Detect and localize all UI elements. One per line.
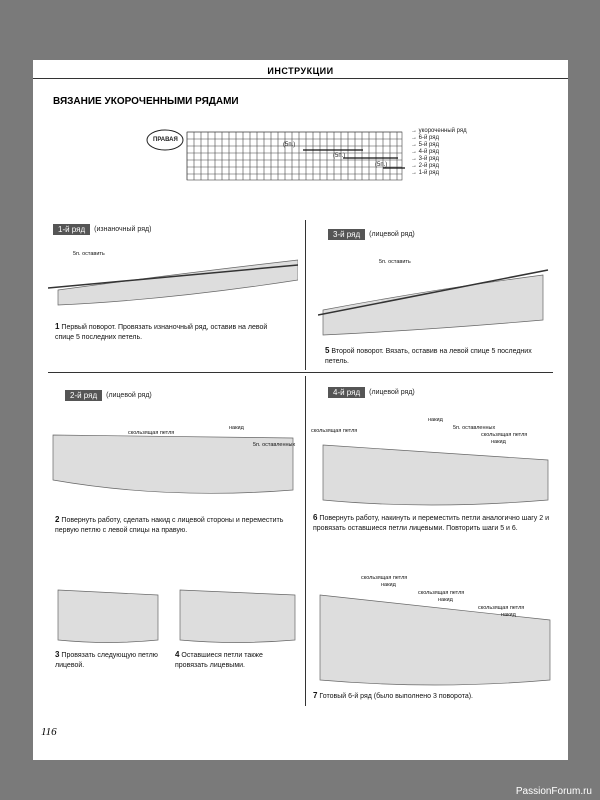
column-divider [305, 220, 306, 370]
step-tag-row4: 4-й ряд (лицевой ряд) [328, 387, 415, 398]
step-caption: 3 Провязать следующую петлю лицевой. [55, 650, 158, 669]
chart-stitch-note: (5п.) [283, 142, 296, 148]
annotation: скользящая петля [128, 430, 175, 436]
column-divider [305, 376, 306, 706]
watermark: PassionForum.ru [515, 786, 592, 797]
annotation: накид [381, 582, 396, 588]
knitting-illustration [318, 430, 553, 510]
short-rows-chart [143, 128, 503, 188]
chart-stitch-note: (5п.) [375, 162, 388, 168]
page-header: ИНСТРУКЦИИ [267, 66, 334, 76]
annotation: накид [229, 425, 244, 431]
chart-side-label: ПРАВАЯ [153, 137, 178, 143]
step-tag-row2: 2-й ряд (лицевой ряд) [65, 390, 152, 401]
header-divider [33, 78, 568, 79]
section-title: ВЯЗАНИЕ УКОРОЧЕННЫМИ РЯДАМИ [53, 96, 239, 107]
page-number: 116 [41, 726, 57, 738]
step-caption: 6 Повернуть работу, накинуть и переместить петли аналогично шагу 2 и провязать оставшиеся петли лицевыми. Повторить шаги 5 и 6. [313, 513, 549, 532]
knitting-illustration [175, 570, 300, 645]
knitting-illustration [318, 250, 553, 340]
chart-grid [143, 128, 503, 188]
annotation: скользящая петля [418, 590, 465, 596]
knitting-illustration [315, 585, 555, 690]
annotation: скользящая петля [361, 575, 408, 581]
knitting-illustration [48, 410, 298, 500]
chart-row-label: → 5-й ряд [411, 142, 440, 148]
annotation: скользящая петля [478, 605, 525, 611]
step-tag-row3: 3-й ряд (лицевой ряд) [328, 229, 415, 240]
annotation: накид [491, 439, 506, 445]
annotation: 5п. оставленных [253, 442, 296, 448]
step-caption: 7 Готовый 6-й ряд (было выполнено 3 поворота). [313, 691, 473, 700]
chart-row-label: → укороченный ряд [411, 128, 467, 134]
book-page [33, 60, 568, 760]
annotation: 5п. оставленных [453, 425, 496, 431]
annotation: накид [501, 612, 516, 618]
step-caption: 1 Первый поворот. Провязать изнаночный ряд, оставив на левой спице 5 последних петель. [55, 322, 268, 341]
annotation: 5п. оставить [379, 259, 411, 265]
knitting-illustration [53, 570, 163, 645]
annotation: скользящая петля [481, 432, 528, 438]
annotation: накид [438, 597, 453, 603]
chart-row-label: → 3-й ряд [411, 156, 440, 162]
chart-row-label: → 2-й ряд [411, 163, 440, 169]
annotation: 5п. оставить [73, 251, 105, 257]
step-tag-row1: 1-й ряд (изнаночный ряд) [53, 224, 151, 235]
step-caption: 4 Оставшиеся петли также провязать лицевыми. [175, 650, 263, 669]
row-divider [48, 372, 553, 373]
chart-stitch-note: (5п.) [333, 153, 346, 159]
chart-row-label: → 1-й ряд [411, 170, 440, 176]
step-caption: 2 Повернуть работу, сделать накид с лицевой стороны и переместить первую петлю с левой спицы на правую. [55, 515, 284, 534]
chart-row-label: → 6-й ряд [411, 135, 440, 141]
annotation: накид [428, 417, 443, 423]
annotation: скользящая петля [311, 428, 358, 434]
step-caption: 5 Второй поворот. Вязать, оставив на левой спице 5 последних петель. [325, 346, 532, 365]
chart-row-label: → 4-й ряд [411, 149, 440, 155]
